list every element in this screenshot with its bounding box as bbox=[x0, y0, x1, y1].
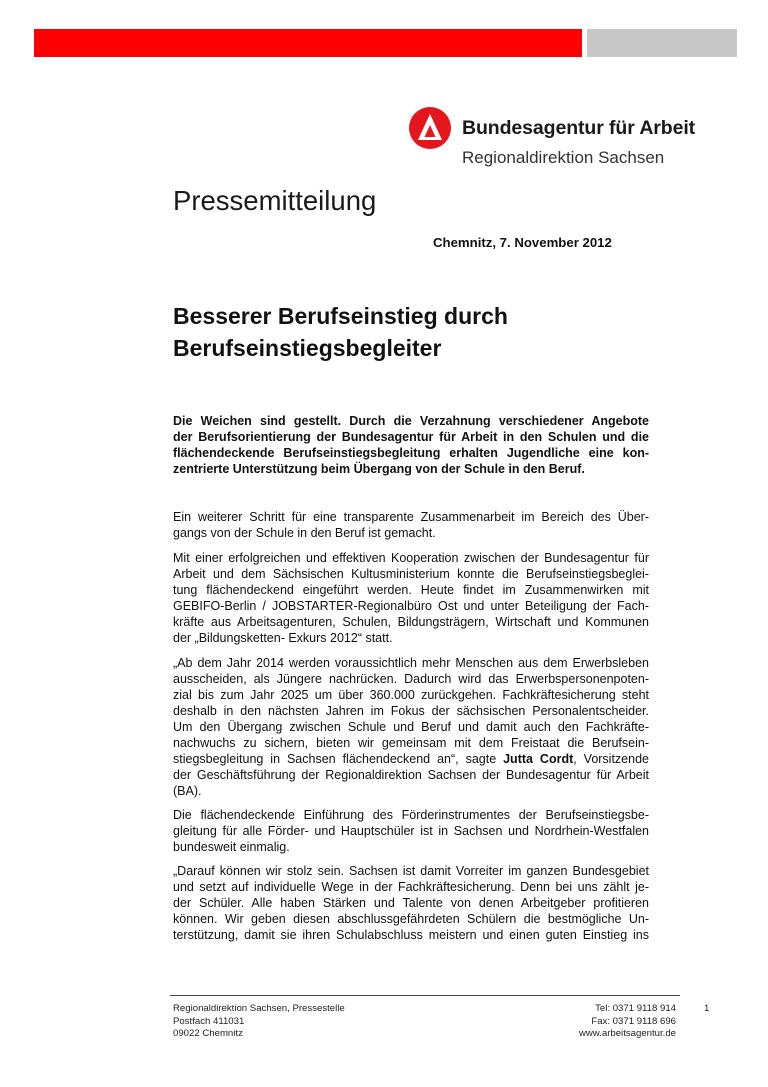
text-line: Ein weiterer Schritt für eine transparente Zusammenarbeit im Bereich des Über- bbox=[173, 510, 649, 524]
headline-line: Besserer Berufseinstieg durch bbox=[173, 303, 508, 329]
lead-line: der Berufsorientierung der Bundesagentur für Arbeit in den Schulen und die bbox=[173, 430, 649, 444]
text-line-with-speaker bbox=[173, 751, 649, 767]
text-line: der Schüler. Alle haben Stärken und Talente von denen Arbeitgeber profitieren bbox=[173, 896, 649, 910]
lead-line: Die Weichen sind gestellt. Durch die Verzahnung verschiedener Angebote bbox=[173, 414, 649, 428]
footer-line: Regionaldirektion Sachsen, Pressestelle bbox=[173, 1003, 345, 1014]
text-line: GEBIFO-Berlin / JOBSTARTER-Regionalbüro Ost und unter Beteiligung der Fach- bbox=[173, 599, 649, 613]
footer-address bbox=[173, 1003, 345, 1041]
text-line: „Darauf können wir stolz sein. Sachsen ist damit Vorreiter im ganzen Bundesgebiet bbox=[173, 864, 649, 878]
footer-divider bbox=[170, 995, 680, 996]
text-line: terstützung, damit sie ihren Schulabschluss meistern und einen guten Einstieg ins bbox=[173, 928, 649, 942]
document-type: Pressemitteilung bbox=[173, 185, 377, 216]
speaker-name: Jutta Cordt bbox=[503, 752, 574, 766]
text-line: der „Bildungsketten- Exkurs 2012“ statt. bbox=[173, 631, 393, 645]
paragraph-3-quote bbox=[173, 655, 649, 799]
text-line: (BA). bbox=[173, 784, 202, 798]
text-line: ausscheiden, als Jüngere nachrücken. Dadurch wird das Erwerbspersonenpoten- bbox=[173, 672, 649, 686]
text-line: und setzt auf individuelle Wege in der Fachkräftesicherung. Denn bei uns zählt je- bbox=[173, 880, 649, 894]
text-fragment: , Vorsitzende bbox=[573, 752, 649, 766]
logo-region: Regionaldirektion Sachsen bbox=[462, 148, 665, 167]
text-line: Die flächendeckende Einführung des Förderinstrumentes der Berufseinstiegsbe- bbox=[173, 808, 649, 822]
paragraph-5-quote bbox=[173, 863, 649, 943]
footer-phone: Tel: 0371 9118 914 bbox=[595, 1003, 676, 1014]
text-fragment: stiegsbegleitung in Sachsen flächendeckend an“, sagte bbox=[173, 752, 504, 766]
footer-line: 09022 Chemnitz bbox=[173, 1028, 243, 1039]
text-line: kräfte aus Arbeitsagenturen, Schulen, Bildungsträgern, Wirtschaft und Kommunen bbox=[173, 615, 649, 629]
text-line: der Geschäftsführung der Regionaldirektion Sachsen der Bundesagentur für Arbeit bbox=[173, 768, 649, 782]
text-line: nachwuchs zu sichern, bieten wir gemeinsam mit dem Freistaat die Berufsein- bbox=[173, 736, 649, 750]
footer-line: Postfach 411031 bbox=[173, 1015, 245, 1027]
text-line: Arbeit und dem Sächsischen Kultusministerium konnte die Berufseinstiegsbeglei- bbox=[173, 567, 649, 581]
paragraph-1 bbox=[173, 509, 649, 541]
lead-paragraph bbox=[173, 413, 649, 477]
paragraph-2 bbox=[173, 550, 649, 646]
lead-line: zentrierte Unterstützung beim Übergang von der Schule in den Beruf. bbox=[173, 462, 585, 476]
top-bar-red bbox=[34, 29, 582, 57]
headline bbox=[173, 300, 653, 364]
text-line: gangs von der Schule in den Beruf ist gemacht. bbox=[173, 526, 436, 540]
text-line: zial bis zum Jahr 2025 um über 360.000 zurückgehen. Fachkräftesicherung steht bbox=[173, 688, 649, 702]
ba-logo-icon bbox=[409, 107, 451, 149]
footer-contact bbox=[520, 1003, 676, 1041]
text-line: Mit einer erfolgreichen und effektiven Kooperation zwischen der Bundesagentur für bbox=[173, 551, 649, 565]
date-line: Chemnitz, 7. November 2012 bbox=[433, 235, 612, 250]
lead-line: flächendeckende Berufseinstiegsbegleitung erhalten Jugendliche eine kon- bbox=[173, 446, 649, 460]
text-line: tung flächendeckend eingeführt werden. Heute findet im Zusammenwirken mit bbox=[173, 583, 649, 597]
text-line: bundesweit einmalig. bbox=[173, 840, 290, 854]
headline-line: Berufseinstiegsbegleiter bbox=[173, 335, 442, 361]
top-bar-grey bbox=[587, 29, 737, 57]
footer-fax: Fax: 0371 9118 696 bbox=[591, 1015, 676, 1027]
footer-website[interactable]: www.arbeitsagentur.de bbox=[578, 1028, 676, 1039]
paragraph-4 bbox=[173, 807, 649, 855]
text-line: „Ab dem Jahr 2014 werden voraussichtlich mehr Menschen aus dem Erwerbsleben bbox=[173, 656, 649, 670]
text-line: gleitung für alle Förder- und Hauptschüler ist in Sachsen und Nordrhein-Westfalen bbox=[173, 824, 649, 838]
text-line: deshalb in den nächsten Jahren im Fokus der sächsischen Personalentscheider. bbox=[173, 704, 649, 718]
text-line: können. Wir geben diesen abschlussgefährdeten Schülern die bestmögliche Un- bbox=[173, 912, 649, 926]
logo-name: Bundesagentur für Arbeit bbox=[462, 117, 696, 139]
text-line: Um den Übergang zwischen Schule und Beruf und damit auch den Fachkräfte- bbox=[173, 720, 649, 734]
page-number: 1 bbox=[704, 1003, 710, 1014]
